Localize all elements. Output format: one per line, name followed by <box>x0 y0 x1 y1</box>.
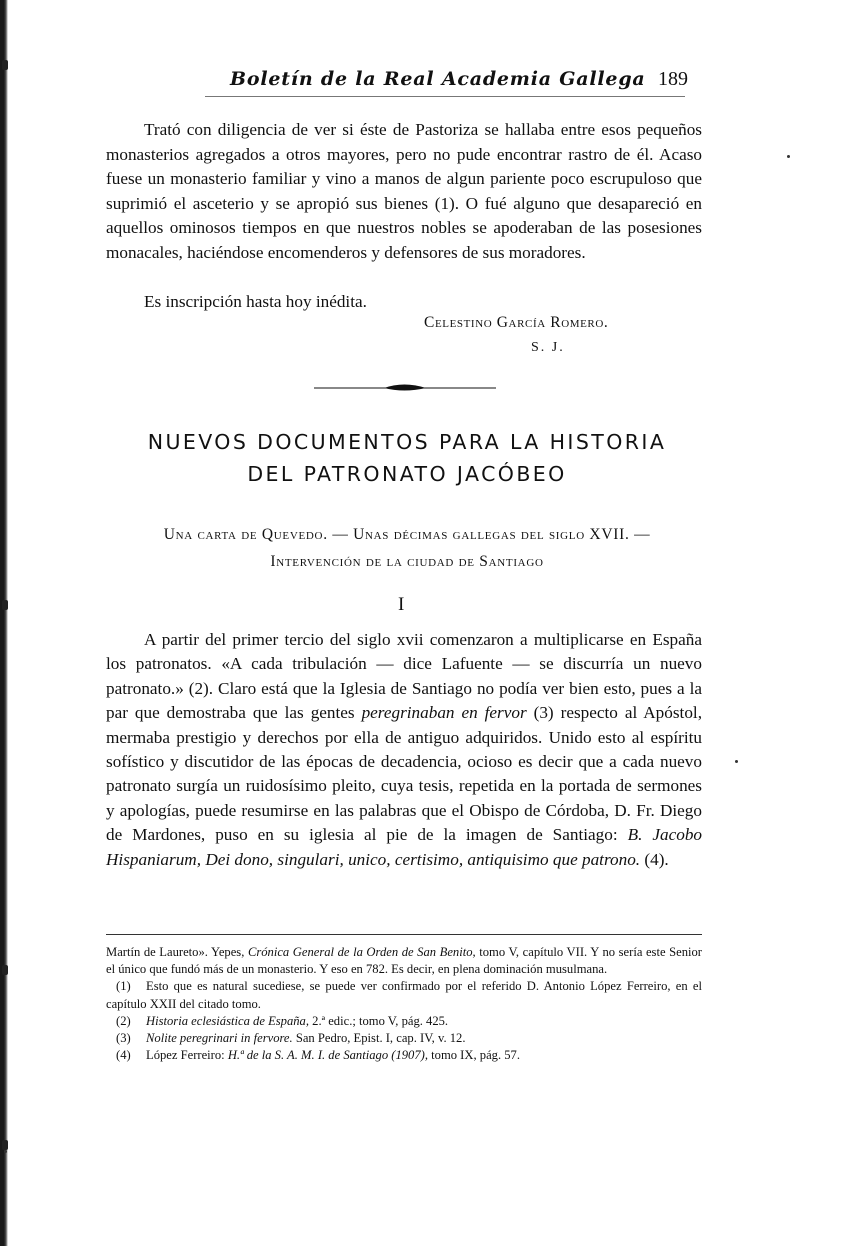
footnotes <box>106 944 702 1064</box>
footnote-item <box>106 1047 702 1064</box>
scan-speck <box>787 155 790 158</box>
binding-edge <box>0 0 8 1246</box>
footnote-item <box>106 1030 702 1047</box>
footnote-text: Martín de Laureto». Yepes, <box>106 945 248 959</box>
author-signature: Celestino García Romero. <box>424 314 609 331</box>
footnote-italic: Crónica General de la Orden de San Benito, <box>247 945 476 959</box>
previous-article-paragraph: Trató con diligencia de ver si éste de Pastoriza se hallaba entre esos pequeños monasterios agregados a otros mayores, pero no pude encontrar rastro de él. Acaso fuese un monasterio familiar y vino a manos de algun pariente poco escrupuloso que suprimió el asceterio y se apropió sus bienes (1). O fué alguno que desapareció en aquellos ominosos tiempos en que nuestros nobles se apoderaban de las posesiones monacales, haciéndose encomenderos y defensores de sus moradores. <box>106 120 702 262</box>
section-numeral: I <box>398 594 405 615</box>
paragraph-italic-phrase: peregrinaban en fervor <box>361 703 527 723</box>
footnote-number: (4) <box>116 1048 131 1063</box>
binding-mark <box>2 965 8 975</box>
footnote-number: (3) <box>116 1031 131 1046</box>
section-divider-ornament <box>314 380 496 396</box>
previous-article-last-line: Es inscripción hasta hoy inédita. <box>144 292 367 311</box>
footnote-number: (1) <box>116 979 131 994</box>
footnote-number: (2) <box>116 1013 131 1028</box>
footnote-italic: Historia eclesiástica de España, <box>146 1013 309 1028</box>
footnote-text: López Ferreiro: <box>146 1048 228 1063</box>
footnote-text: 2.ª edic.; tomo V, pág. 425. <box>309 1013 449 1028</box>
article-subtitle-line-2: Intervención de la ciudad de Santiago <box>270 553 544 570</box>
article-title-line-2: DEL PATRONATO JACÓBEO <box>247 462 567 486</box>
footnote-italic: H.ª de la S. A. M. I. de Santiago (1907), <box>227 1048 428 1063</box>
scan-speck <box>735 760 738 763</box>
footnote-rule <box>106 934 702 935</box>
footnote-item <box>106 1013 702 1030</box>
header-rule <box>205 96 685 97</box>
footnote-item <box>106 978 702 1012</box>
article-subtitle-line-1: Una carta de Quevedo. — Unas décimas gallegas del siglo XVII. — <box>163 526 651 543</box>
running-header <box>230 68 688 96</box>
article-title-line-1: NUEVOS DOCUMENTOS PARA LA HISTORIA <box>147 430 667 454</box>
footnote-italic: Nolite peregrinari in fervore. <box>146 1031 293 1046</box>
paragraph-latin-quote: B. Jacobo Hispaniarum, Dei dono, singulari, unico, certisimo, antiquisimo que patrono. <box>106 825 703 869</box>
binding-mark <box>2 60 8 70</box>
footnote-continuation <box>106 944 702 978</box>
footnote-text: San Pedro, Epist. I, cap. IV, v. 12. <box>292 1031 466 1046</box>
footnote-text: tomo V, capítulo VII. Y no sería este Senior el único que fundó más de un monasterio. Y eso en 782. Es decir, en plena dominación musulmana. <box>106 945 702 977</box>
paragraph-text: (3) respecto al Apóstol, mermaba prestigio y derechos por ella de antiguo adquiridos. Unido esto al espíritu sofístico y discutidor de las épocas de decadencia, ocioso es decir que a cada nuevo patronato surgía un ruidosísimo pleito, cuya tesis, repetida en la portada de sermones y apologías, puede resumirse en las palabras que el Obispo de Córdoba, D. Fr. Diego de Mardones, puso en su iglesia al pie de la imagen de Santiago: <box>106 703 702 845</box>
running-title: Boletín de la Real Academia Gallega <box>230 68 646 90</box>
scan-speck <box>4 1150 7 1153</box>
paragraph-text: (4). <box>640 849 669 869</box>
article-paragraph <box>106 628 702 872</box>
footnote-text: Esto que es natural sucediese, se puede ver confirmado por el referido D. Antonio López Ferreiro, en el capítulo XXII del citado tomo. <box>106 979 702 1011</box>
paragraph-text: A partir del primer tercio del siglo xvii comenzaron a multiplicarse en España los patronatos. «A cada tribulación — dice Lafuente — se discurría un nuevo patronato.» (2). Claro está que la Iglesia de Santiago no podía ver bien esto, pues a la par que demostraba que las gentes <box>106 630 702 723</box>
footnote-text: tomo IX, pág. 57. <box>428 1048 520 1063</box>
author-suffix: S. J. <box>531 340 565 355</box>
binding-mark <box>2 1140 8 1150</box>
binding-mark <box>2 600 8 610</box>
page-number: 189 <box>658 68 688 90</box>
